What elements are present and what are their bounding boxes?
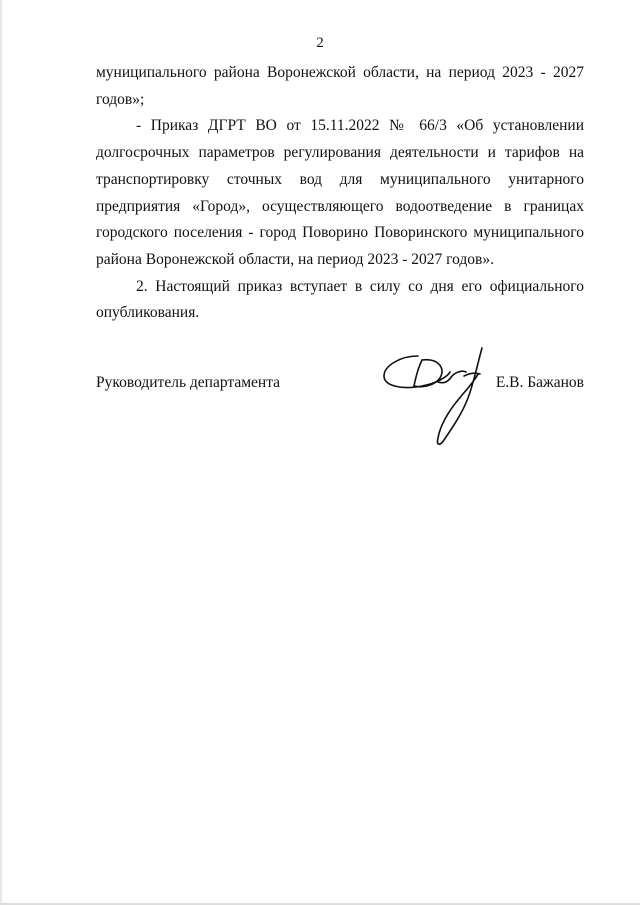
paragraph-effective-date: 2. Настоящий приказ вступает в силу со дня его официального опубликования.	[96, 277, 584, 322]
signature-row	[96, 370, 584, 396]
signatory-title: Руководитель департамента	[96, 374, 281, 391]
signatory-name: Е.В. Бажанов	[495, 374, 584, 391]
handwritten-signature-icon	[378, 342, 496, 452]
page-number: 2	[316, 35, 324, 51]
paragraph-order-reference: - Приказ ДГРТ ВО от 15.11.2022 № 66/3 «Об установлении долгосрочных параметров регулирования деятельности и тарифов на транспортировку сточных вод для муниципального унитарного предприятия «Город», осуществляющего водоотведение в границах городского поселения - город Поворино Поворинского муниципального района Воронежской области, на период 2023 - 2027 годов».	[96, 117, 584, 268]
page-edge-left	[0, 0, 2, 905]
paragraph-continuation-end: годов»;	[96, 90, 145, 108]
document-body	[96, 60, 584, 327]
paragraph-continuation-line: муниципального района Воронежской области, на период 2023 - 2027	[96, 64, 584, 81]
